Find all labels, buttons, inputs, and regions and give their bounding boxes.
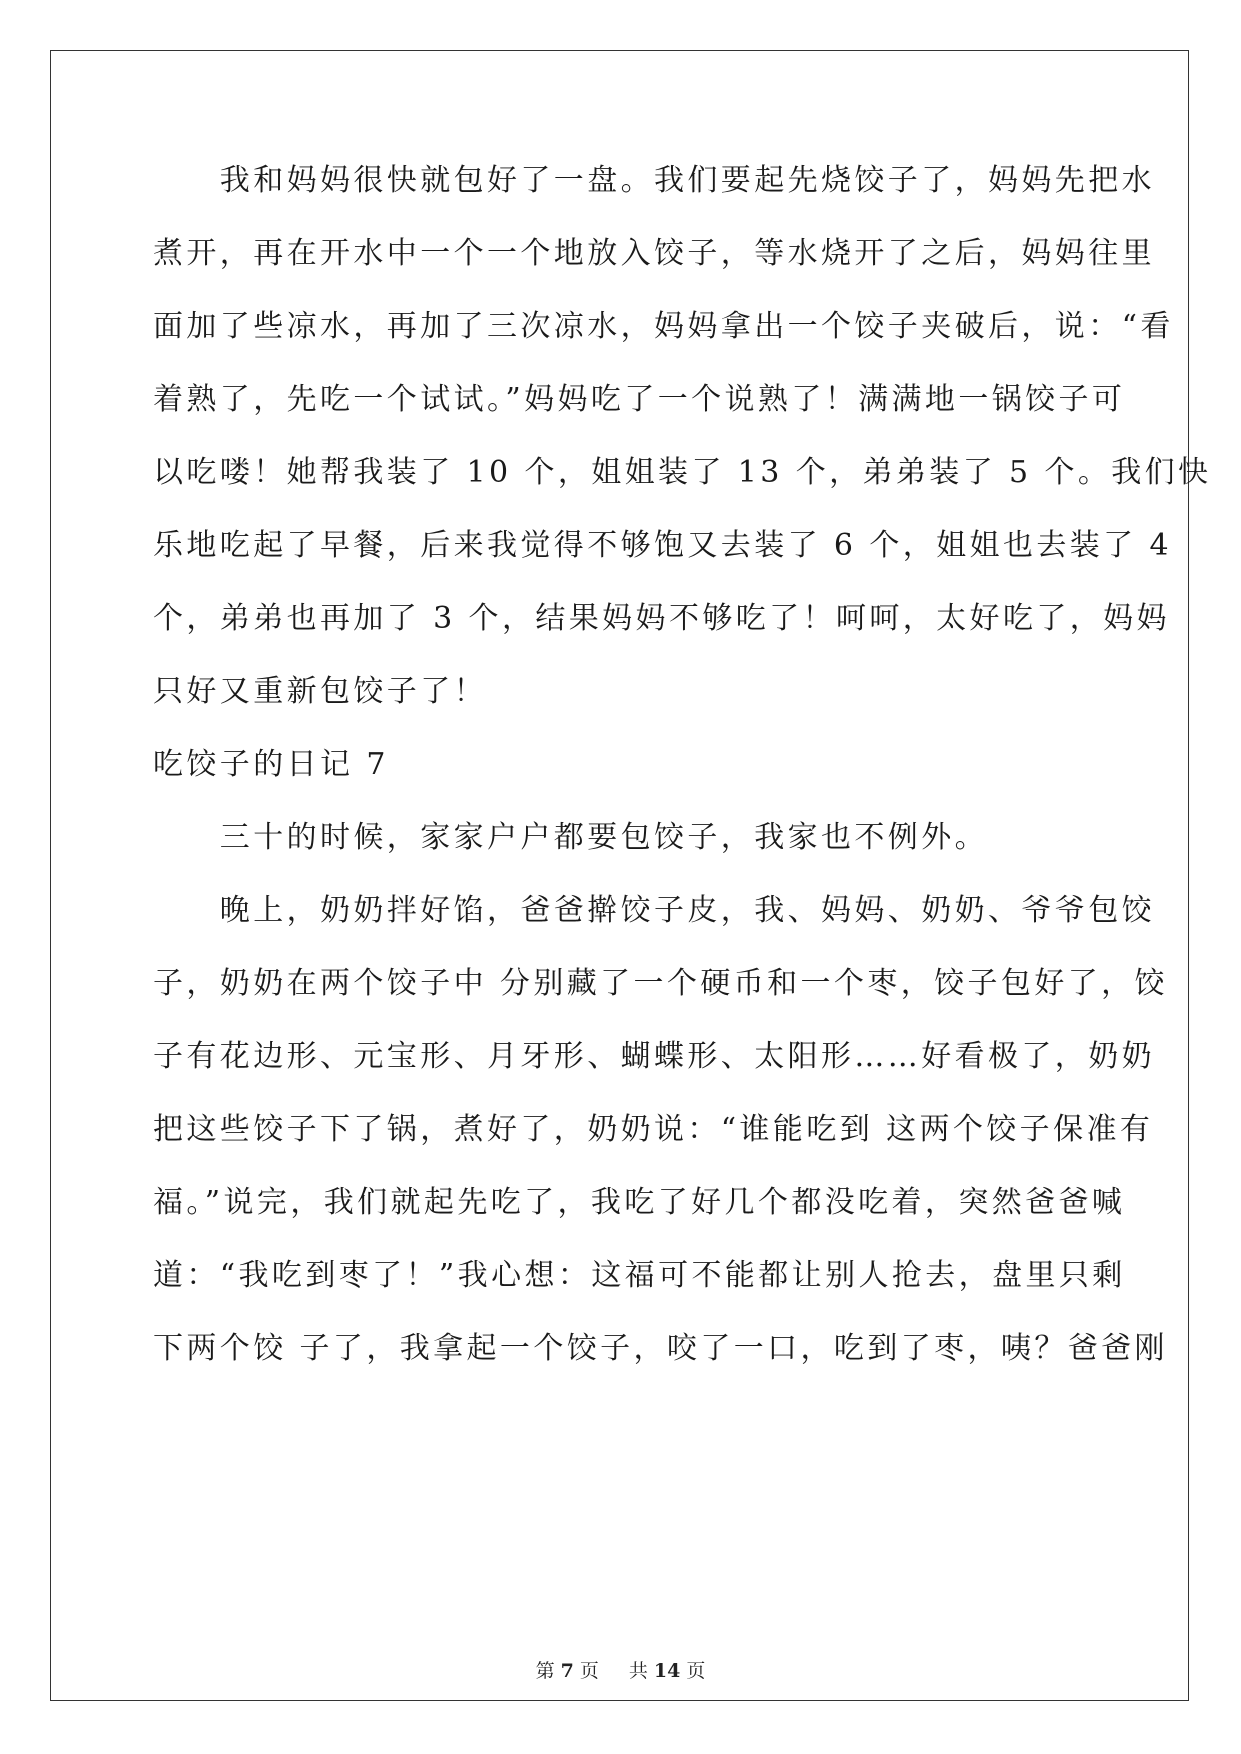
page-number: 第 7 页 [535,1660,599,1682]
text-line: 子有花边形、元宝形、月牙形、蝴蝶形、太阳形……好看极了，奶奶 [153,1039,1155,1074]
text-line: 乐地吃起了早餐，后来我觉得不够饱又去装了 6 个，姐姐也去装了 4 [153,528,1172,563]
text-line: 面加了些凉水，再加了三次凉水，妈妈拿出一个饺子夹破后，说：“看 [153,309,1174,344]
text-line: 煮开，再在开水中一个一个地放入饺子，等水烧开了之后，妈妈往里 [153,236,1155,271]
text-line: 子，奶奶在两个饺子中 分别藏了一个硬币和一个枣，饺子包好了，饺 [153,966,1168,1001]
text-line: 着熟了，先吃一个试试。”妈妈吃了一个说熟了！满满地一锅饺子可 [153,382,1126,417]
text-line: 福。”说完，我们就起先吃了，我吃了好几个都没吃着，突然爸爸喊 [153,1185,1126,1220]
page-border [50,50,1189,1701]
text-line: 只好又重新包饺子了！ [153,674,487,709]
text-line: 以吃喽！她帮我装了 10 个，姐姐装了 13 个，弟弟装了 5 个。我们快 [153,455,1212,490]
section-heading: 吃饺子的日记 7 [153,747,389,782]
text-line: 下两个饺 子了，我拿起一个饺子，咬了一口，吃到了枣，咦？爸爸刚 [153,1331,1168,1366]
text-line: 把这些饺子下了锅，煮好了，奶奶说：“谁能吃到 这两个饺子保准有 [153,1112,1154,1147]
text-line: 晚上，奶奶拌好馅，爸爸擀饺子皮，我、妈妈、奶奶、爷爷包饺 [153,893,1155,928]
text-line: 三十的时候，家家户户都要包饺子，我家也不例外。 [153,820,988,855]
text-line: 我和妈妈很快就包好了一盘。我们要起先烧饺子了，妈妈先把水 [153,163,1155,198]
text-line: 道：“我吃到枣了！”我心想：这福可不能都让别人抢去，盘里只剩 [153,1258,1126,1293]
text-line: 个，弟弟也再加了 3 个，结果妈妈不够吃了！呵呵，太好吃了，妈妈 [153,601,1170,636]
page-total: 共 14 页 [628,1660,706,1682]
page-footer [0,1656,1241,1683]
